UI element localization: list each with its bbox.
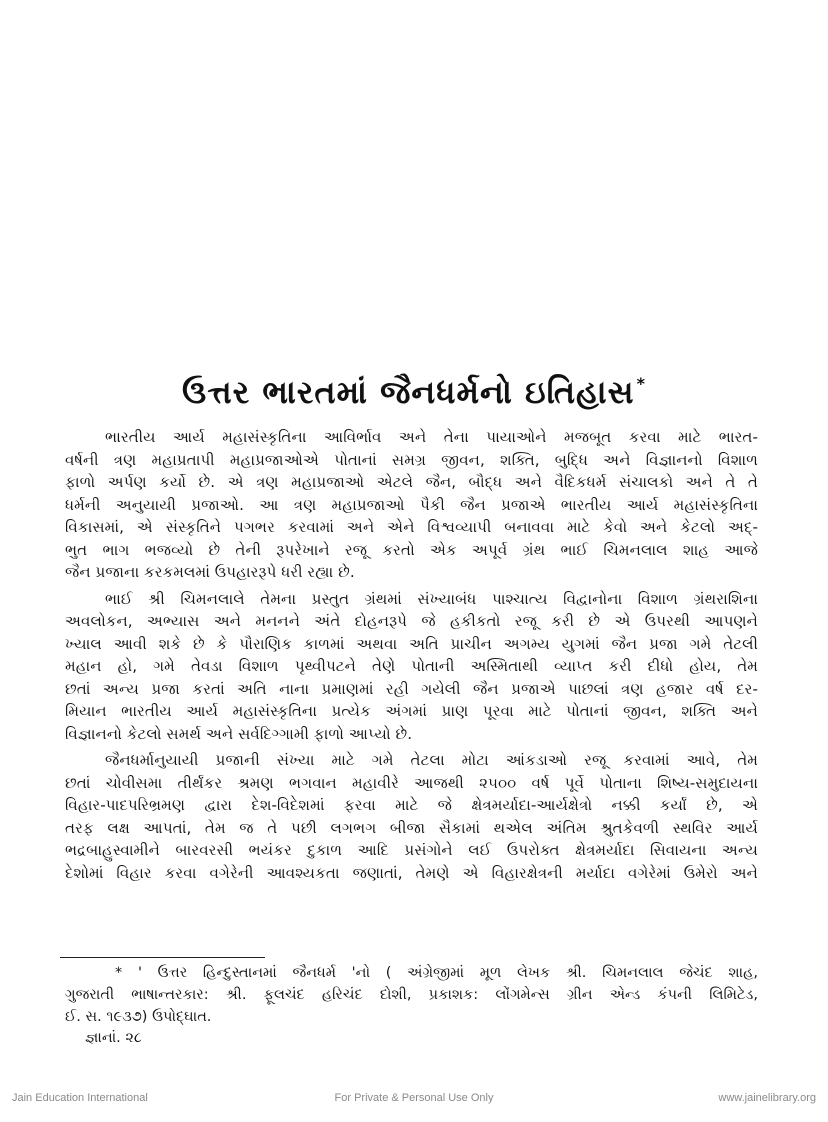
footer-usage-notice: For Private & Personal Use Only xyxy=(334,1092,494,1104)
footnote-marker: * xyxy=(636,374,646,394)
title-text: ઉત્તર ભારતમાં જૈનધર્મનો ઇતિહાસ xyxy=(182,373,635,412)
text-line: ભારતીય આર્ય મહાસંસ્કૃતિના આવિર્ભાવ અને તેના પાયાઓને મજબૂત કરવા માટે ભારત- xyxy=(105,428,758,446)
text-line: ફાળો અર્પણ કર્યો છે. એ ત્રણ મહાપ્રજાઓ એટલે જૈન, બૌદ્ધ અને વૈદિકધર્મ સંચાલકો અને તે તે xyxy=(65,473,758,491)
page-reference: જ્ઞાનાં. ૨૮ xyxy=(85,1030,142,1046)
text-line: વિજ્ઞાનનો કેટલો સમર્થ અને સર્વદિગ્ગામી ફાળો આપ્યો છે. xyxy=(65,724,413,743)
footer-publisher: Jain Education International xyxy=(12,1092,148,1104)
footnote xyxy=(65,962,758,1028)
text-line: ખ્યાલ આવી શકે છે કે પૌરાણિક કાળમાં અથવા અતિ પ્રાચીન અગમ્ય યુગમાં જૈન પ્રજા ગમે તેટલી xyxy=(65,634,758,653)
footnote-line: ગુજરાતી ભાષાન્તરકાર: શ્રી. ફૂલચંદ હરિચંદ દોશી, પ્રકાશક: લોંગમેન્સ ગ્રીન એન્ડ કંપની લિમિટેડ, xyxy=(65,987,758,1003)
text-line: ધર્મની અનુયાયી પ્રજાઓ. આ ત્રણ મહાપ્રજાઓ પૈકી જૈન પ્રજાએ ભારતીય આર્ય મહાસંસ્કૃતિના xyxy=(65,495,758,514)
text-line: વિકાસમાં, એ સંસ્કૃતિને પગભર કરવામાં અને એને વિશ્વવ્યાપી બનાવવા માટે કેવો અને કેટલો અદ્- xyxy=(65,518,758,536)
page-title xyxy=(0,373,828,412)
text-line: છતાં અન્ય પ્રજા કરતાં અતિ નાના પ્રમાણમાં રહી ગયેલી જૈન પ્રજાએ પાછલાં ત્રણ હજાર વર્ષ દર- xyxy=(65,679,758,698)
text-line: મિયાન ભારતીય આર્ય મહાસંસ્કૃતિના પ્રત્યેક અંગમાં પ્રાણ પૂરવા માટે પોતાનાં જીવન, શક્તિ અને xyxy=(65,702,758,720)
text-line: મહાન હો, ગમે તેવડા વિશાળ પૃથ્વીપટને તેણે પોતાની અસ્મિતાથી વ્યાપ્ત કરી દીધો હોય, તેમ xyxy=(65,657,758,675)
text-line: ભુત ભાગ ભજવ્યો છે તેની રૂપરેખાને રજૂ કરતો એક અપૂર્વ ગ્રંથ ભાઈ ચિમનલાલ શાહ આજે xyxy=(65,540,758,559)
text-line: જૈન પ્રજાના કરકમલમાં ઉપહારરૂપે ધરી રહ્યા છે. xyxy=(65,563,355,581)
footnote-divider xyxy=(60,957,265,958)
footnote-line: * ' ઉત્તર હિન્દુસ્તાનમાં જૈનધર્મ 'નો ( અંગ્રેજીમાં મૂળ લેખક શ્રી. ચિમનલાલ જેચંદ શાહ, xyxy=(115,965,758,981)
footnote-line: ઈ. સ. ૧૯૩૭) ઉપોદ્ઘાત. xyxy=(65,1009,212,1025)
paragraph-3 xyxy=(65,749,758,884)
text-line: વર્ષની ત્રણ મહાપ્રતાપી મહાપ્રજાઓએ પોતાનાં સમગ્ર જીવન, શક્તિ, બુદ્ધિ અને વિજ્ઞાનનો વિશાળ xyxy=(65,450,758,469)
text-line: ભાઈ શ્રી ચિમનલાલે તેમના પ્રસ્તુત ગ્રંથમાં સંખ્યાબંધ પાશ્ચાત્ય વિદ્વાનોના વિશાળ ગ્રંથરાશિના xyxy=(105,589,758,608)
paragraph-2 xyxy=(65,588,758,746)
footer-website-link[interactable]: www.jainelibrary.org xyxy=(718,1092,816,1104)
text-line: વિહાર-પાદપરિભ્રમણ દ્વારા દેશ-વિદેશમાં ફરવા માટે જે ક્ષેત્રમર્યાદા-આર્યક્ષેત્રો નક્કી કર્યાં છે, એ xyxy=(65,796,758,814)
body-text xyxy=(65,426,758,888)
text-line: તરફ લક્ષ આપતાં, તેમ જ તે પછી લગભગ બીજા સૈકામાં થએલ અંતિમ શ્રુતકેવળી સ્થવિર આર્ય xyxy=(65,818,758,837)
text-line: અવલોકન, અભ્યાસ અને મનનને અંતે દોહનરૂપે જે હકીકતો રજૂ કરી છે એ ઉપરથી આપણને xyxy=(65,612,758,630)
paragraph-1 xyxy=(65,426,758,584)
page-footer xyxy=(0,1092,828,1108)
text-line: ભદ્રબાહુસ્વામીને બારવરસી ભયંકર દુકાળ આદિ પ્રસંગોને લઈ ઉપરોક્ત ક્ષેત્રમર્યાદા સિવાયના અન્ય xyxy=(65,841,758,859)
text-line: છતાં ચોવીસમા તીર્થંકર શ્રમણ ભગવાન મહાવીરે આજથી ૨૫૦૦ વર્ષ પૂર્વે પોતાના શિષ્ય-સમુદાયના xyxy=(65,773,758,792)
text-line: દેશોમાં વિહાર કરવા વગેરેની આવશ્યકતા જણાતાં, તેમણે એ વિહારક્ષેત્રની મર્યાદા વગેરેમાં ઉમેરો અને xyxy=(65,863,758,882)
text-line: જૈનધર્માનુયાયી પ્રજાની સંખ્યા માટે ગમે તેટલા મોટા આંકડાઓ રજૂ કરવામાં આવે, તેમ xyxy=(105,751,758,769)
